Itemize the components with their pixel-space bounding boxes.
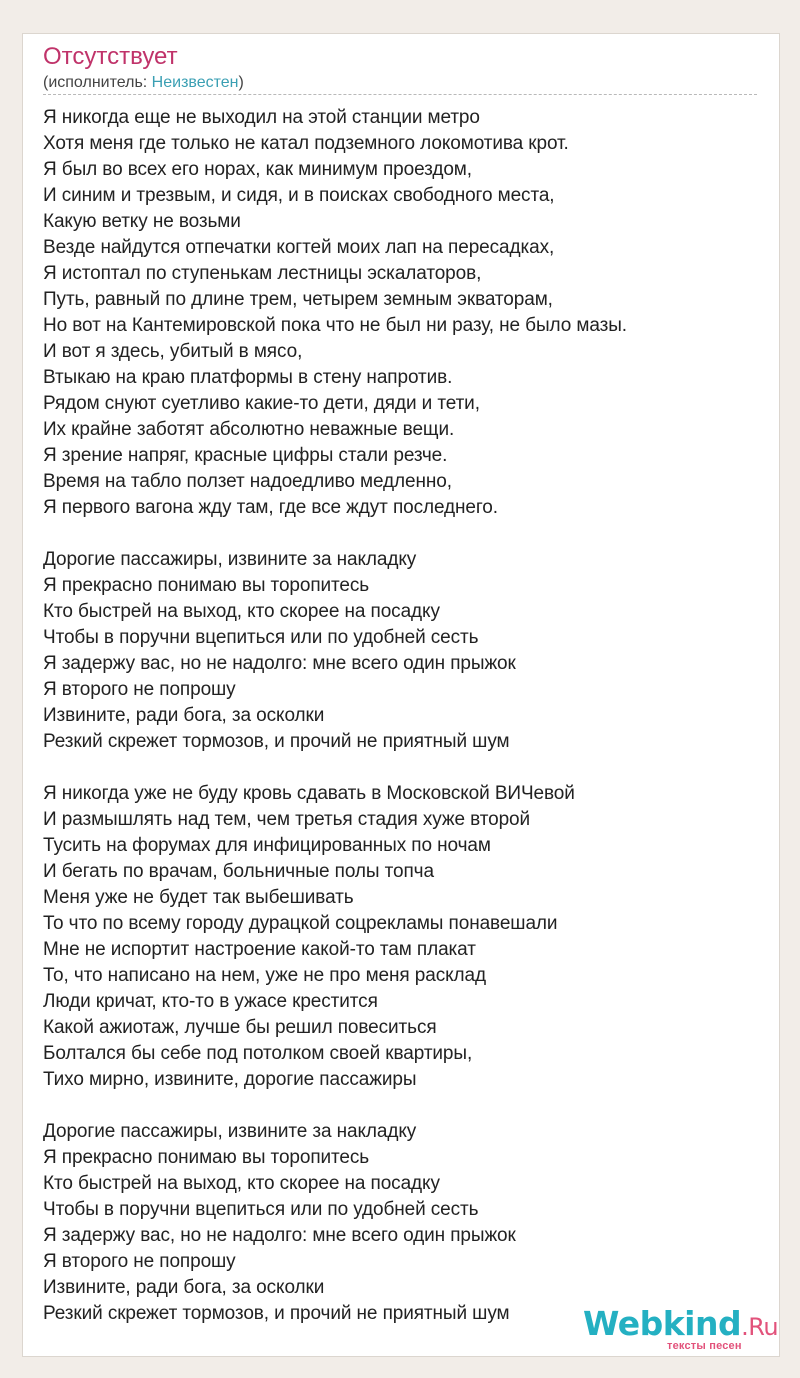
lyrics-stanza [43, 781, 763, 1093]
lyrics-line: Но вот на Кантемировской пока что не был ни разу, не было мазы. [43, 315, 627, 336]
lyrics-line: Дорогие пассажиры, извините за накладку [43, 1121, 417, 1142]
lyrics-line: Меня уже не будет так выбешивать [43, 887, 354, 908]
lyrics-line: Я первого вагона жду там, где все ждут последнего. [43, 497, 498, 518]
lyrics-line: Путь, равный по длине трем, четырем земным экваторам, [43, 289, 553, 310]
artist-prefix: (исполнитель: [43, 74, 152, 91]
lyrics-line: Я прекрасно понимаю вы торопитесь [43, 1147, 370, 1168]
lyrics-line: Тусить на форумах для инфицированных по ночам [43, 835, 491, 856]
lyrics-line: Кто быстрей на выход, кто скорее на посадку [43, 1173, 440, 1194]
lyrics-line: Какую ветку не возьми [43, 211, 241, 232]
lyrics-line: Резкий скрежет тормозов, и прочий не приятный шум [43, 731, 510, 752]
lyrics-card [22, 33, 780, 1357]
lyrics-line: Люди кричат, кто-то в ужасе крестится [43, 991, 378, 1012]
lyrics-line: То, что написано на нем, уже не про меня расклад [43, 965, 486, 986]
artist-link[interactable]: Неизвестен [151, 74, 239, 91]
lyrics-line: И бегать по врачам, больничные полы топча [43, 861, 434, 882]
header-divider [43, 94, 757, 95]
lyrics-line: Я никогда уже не буду кровь сдавать в Московской ВИЧевой [43, 783, 575, 804]
lyrics-line: Я прекрасно понимаю вы торопитесь [43, 575, 370, 596]
lyrics-line: Втыкаю на краю платформы в стену напротив. [43, 367, 453, 388]
lyrics-line: Чтобы в поручни вцепиться или по удобней сесть [43, 1199, 479, 1220]
lyrics-line: То что по всему городу дурацкой соцрекламы понавешали [43, 913, 558, 934]
lyrics-line: Дорогие пассажиры, извините за накладку [43, 549, 417, 570]
lyrics-line: Везде найдутся отпечатки когтей моих лап на пересадках, [43, 237, 555, 258]
lyrics-line: Я никогда еще не выходил на этой станции метро [43, 107, 480, 128]
lyrics-line: Я истоптал по ступенькам лестницы эскалаторов, [43, 263, 482, 284]
artist-line [43, 74, 244, 92]
lyrics-line: Я задержу вас, но не надолго: мне всего один прыжок [43, 1225, 516, 1246]
logo-domain-suffix: .Ru [741, 1313, 779, 1341]
lyrics-line: И размышлять над тем, чем третья стадия хуже второй [43, 809, 531, 830]
lyrics-line: Извините, ради бога, за осколки [43, 705, 325, 726]
site-logo[interactable] [583, 1304, 779, 1355]
lyrics-line: И вот я здесь, убитый в мясо, [43, 341, 303, 362]
lyrics-line: Время на табло ползет надоедливо медленно, [43, 471, 452, 492]
lyrics-body [43, 105, 763, 1353]
lyrics-line: Мне не испортит настроение какой-то там плакат [43, 939, 476, 960]
lyrics-line: Я второго не попрошу [43, 1251, 236, 1272]
lyrics-line: Я второго не попрошу [43, 679, 236, 700]
lyrics-line: Тихо мирно, извините, дорогие пассажиры [43, 1069, 417, 1090]
lyrics-line: Их крайне заботят абсолютно неважные вещи. [43, 419, 455, 440]
lyrics-line: Я был во всех его норах, как минимум проездом, [43, 159, 472, 180]
lyrics-line: Болтался бы себе под потолком своей квартиры, [43, 1043, 473, 1064]
logo-tagline: тексты песен [667, 1340, 742, 1352]
lyrics-stanza [43, 105, 763, 521]
lyrics-line: Я задержу вас, но не надолго: мне всего один прыжок [43, 653, 516, 674]
lyrics-line: Кто быстрей на выход, кто скорее на посадку [43, 601, 440, 622]
artist-suffix: ) [238, 74, 244, 91]
lyrics-line: Извините, ради бога, за осколки [43, 1277, 325, 1298]
lyrics-line: Рядом снуют суетливо какие-то дети, дяди и тети, [43, 393, 480, 414]
lyrics-line: Резкий скрежет тормозов, и прочий не приятный шум [43, 1303, 510, 1324]
lyrics-line: Хотя меня где только не катал подземного локомотива крот. [43, 133, 569, 154]
lyrics-line: Чтобы в поручни вцепиться или по удобней сесть [43, 627, 479, 648]
logo-name: Webkind [583, 1304, 742, 1343]
lyrics-line: Я зрение напряг, красные цифры стали резче. [43, 445, 448, 466]
lyrics-line: И синим и трезвым, и сидя, и в поисках свободного места, [43, 185, 555, 206]
lyrics-stanza [43, 547, 763, 755]
lyrics-stanza [43, 1119, 763, 1327]
lyrics-line: Какой ажиотаж, лучше бы решил повеситься [43, 1017, 437, 1038]
song-title: Отсутствует [43, 43, 178, 70]
